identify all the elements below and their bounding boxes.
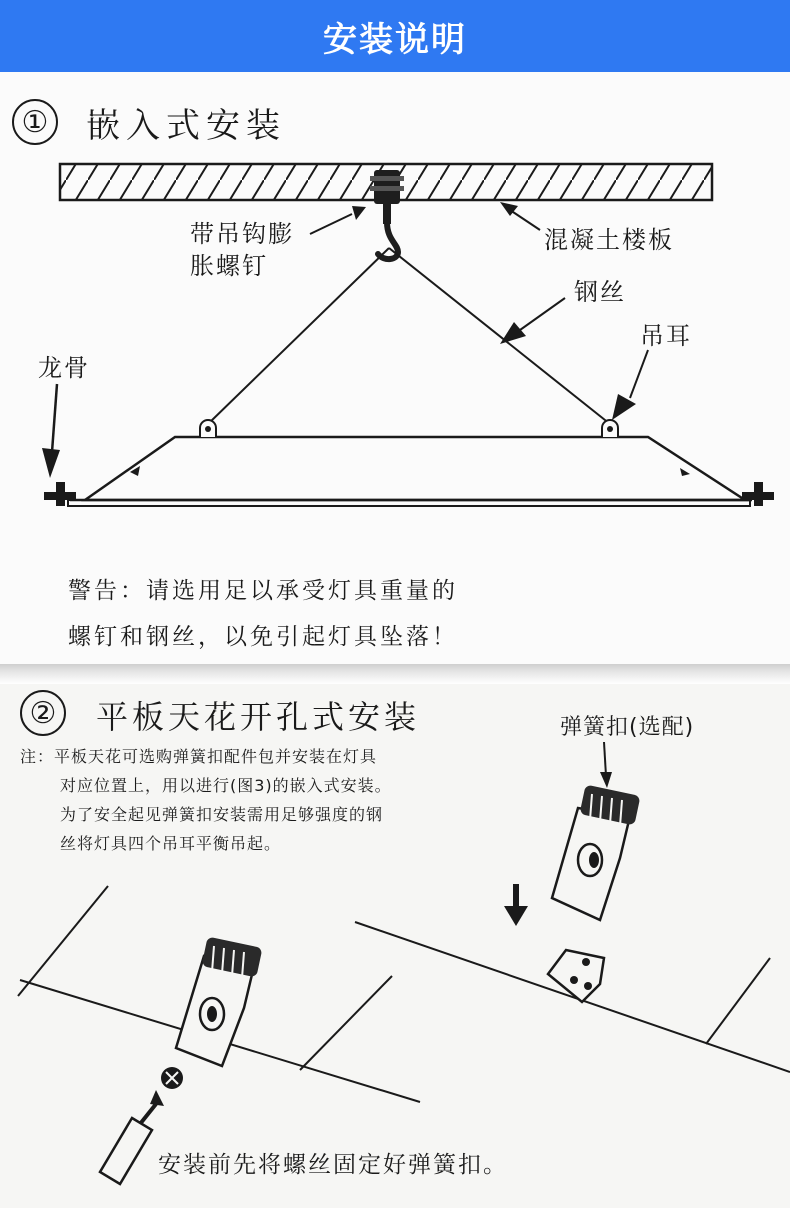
section1-title: 嵌入式安装 <box>86 106 286 146</box>
page-title: 安装说明 <box>323 19 467 60</box>
keel-right <box>742 482 774 506</box>
arrow-ear <box>612 350 648 420</box>
hanging-ear-right <box>602 420 618 437</box>
note-line4: 丝将灯具四个吊耳平衡吊起。 <box>60 834 282 853</box>
section-embedded-install <box>0 72 790 664</box>
down-arrow-icon <box>504 884 528 926</box>
ear-label: 吊耳 <box>640 322 692 350</box>
hanging-ear-left <box>200 420 216 437</box>
arrow-slab <box>500 202 540 230</box>
arrow-clip-label <box>600 742 612 788</box>
install-caption: 安装前先将螺丝固定好弹簧扣。 <box>158 1152 508 1178</box>
arrow-hook <box>310 206 366 234</box>
steel-wire <box>208 248 610 424</box>
screwdriver-icon <box>100 1090 164 1184</box>
spring-clip-optional-icon <box>552 785 641 920</box>
hook-label-line1: 带吊钩膨 <box>190 220 294 248</box>
note-line1: 注：平板天花可选购弹簧扣配件包并安装在灯具 <box>20 747 378 766</box>
arrow-keel <box>42 384 60 478</box>
keel-left <box>44 482 76 506</box>
spring-clip-icon <box>176 937 263 1066</box>
step-number-1: ① <box>12 99 58 145</box>
step-number-2: ② <box>20 690 66 736</box>
ceiling-grid <box>18 886 790 1102</box>
mounting-bracket <box>548 950 604 1002</box>
screw-icon <box>161 1067 183 1089</box>
note-line2: 对应位置上，用以进行(图3)的嵌入式安装。 <box>60 776 392 795</box>
hook-label-line2: 胀螺钉 <box>190 252 268 280</box>
wire-label: 钢丝 <box>574 278 626 306</box>
section-divider <box>0 664 790 684</box>
header-banner <box>0 0 790 72</box>
slab-label: 混凝土楼板 <box>544 226 674 254</box>
warning-line1: 警告：请选用足以承受灯具重量的 <box>68 578 458 604</box>
spring-clip-label: 弹簧扣(选配) <box>560 715 695 740</box>
section-ceiling-cutout-install <box>0 684 790 1208</box>
note-line3: 为了安全起见弹簧扣安装需用足够强度的钢 <box>60 805 384 824</box>
keel-label: 龙骨 <box>38 354 90 382</box>
arrow-wire <box>500 298 565 344</box>
warning-line2: 螺钉和钢丝，以免引起灯具坠落！ <box>68 624 458 650</box>
lamp-panel <box>68 437 752 506</box>
hook-bolt-icon <box>370 170 404 259</box>
section2-title: 平板天花开孔式安装 <box>96 698 421 736</box>
